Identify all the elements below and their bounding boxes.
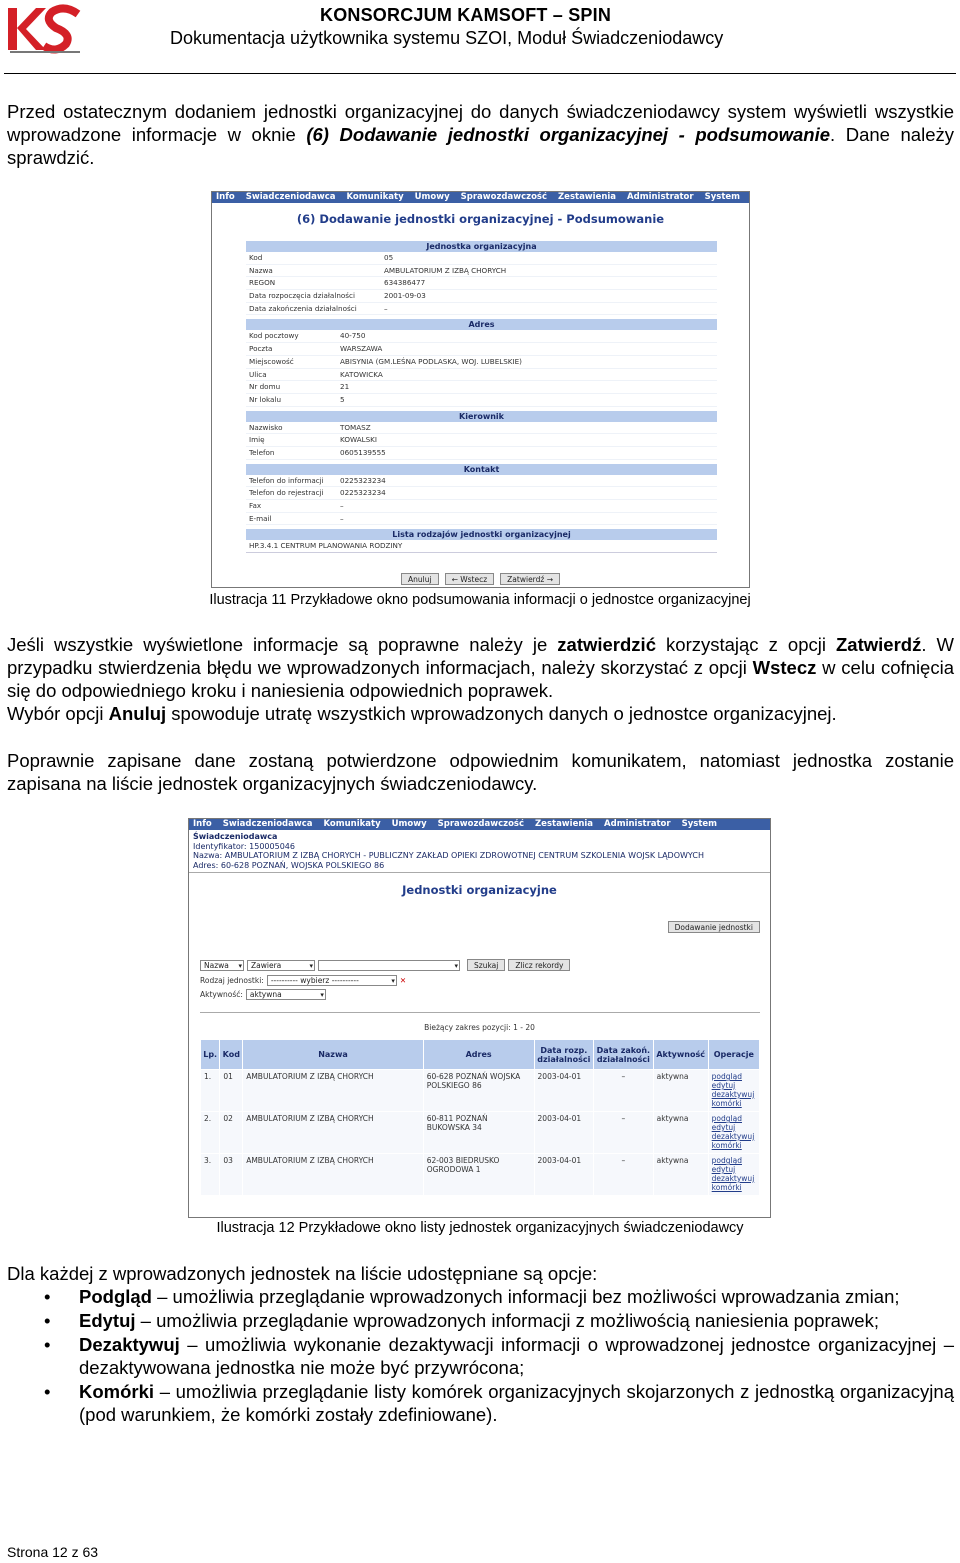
- company-name: KONSORCJUM KAMSOFT – SPIN: [320, 5, 612, 25]
- summary-row: [246, 422, 717, 435]
- app-menu-bar: [189, 819, 770, 830]
- field-value: 0605139555: [340, 447, 386, 457]
- table-cell: –: [594, 1070, 654, 1112]
- option-name: Edytuj: [79, 1310, 136, 1331]
- units-list-title: Jednostki organizacyjne: [402, 883, 557, 897]
- menu-item-4[interactable]: Sprawozdawczość: [460, 192, 548, 202]
- section-unit: Jednostka organizacyjna: [246, 241, 717, 252]
- option-item: [44, 1285, 954, 1308]
- field-label: Kod pocztowy: [249, 331, 299, 341]
- figure-caption-12: Ilustracja 12 Przykładowe okno listy jednostek organizacyjnych świadczeniodawcy: [216, 1220, 744, 1236]
- figure-caption-11: Ilustracja 11 Przykładowe okno podsumowania informacji o jednostce organizacyjnej: [209, 592, 751, 608]
- option-item: [44, 1309, 954, 1332]
- field-label: Fax: [249, 501, 262, 510]
- operation-link-podgląd[interactable]: podgląd: [711, 1156, 742, 1165]
- option-name: Dezaktywuj: [79, 1334, 180, 1355]
- menu-item-6[interactable]: Administrator: [604, 819, 671, 829]
- menu-item-0[interactable]: Info: [193, 819, 212, 829]
- filter-panel: [200, 959, 760, 1013]
- option-desc: – umożliwia przeglądanie listy komórek organizacyjnych skojarzonych z jednostką organizacyjną (pod warunkiem, że komórki zostały zdefiniowane).: [79, 1381, 954, 1425]
- column-header: Adres: [423, 1040, 534, 1070]
- search-button[interactable]: Szukaj: [467, 959, 505, 971]
- column-header: Operacje: [708, 1040, 759, 1070]
- company-logo: [6, 4, 82, 54]
- back-button[interactable]: ← Wstecz: [445, 573, 495, 585]
- field-label: Telefon: [249, 447, 275, 457]
- field-value: 634386477: [384, 278, 426, 288]
- unit-type-select[interactable]: ---------- wybierz ---------- ▾: [267, 975, 397, 986]
- table-row: [201, 1154, 760, 1196]
- table-cell: 1.: [201, 1070, 220, 1112]
- field-label: Nr domu: [249, 382, 281, 392]
- cancel-paragraph: Wybór opcji Anuluj spowoduje utratę wszystkich wprowadzonych danych o jednostce organizacyjnej.: [7, 703, 837, 724]
- menu-item-0[interactable]: Info: [216, 192, 235, 202]
- activity-label: Aktywność:: [200, 990, 243, 999]
- field-value: –: [384, 303, 388, 313]
- column-header: Kod: [220, 1040, 243, 1070]
- summary-row: [246, 265, 717, 278]
- table-cell: –: [594, 1154, 654, 1196]
- summary-row: [246, 487, 717, 500]
- field-label: Imię: [249, 435, 265, 445]
- field-label: Data zakończenia działalności: [249, 303, 357, 313]
- operator-select[interactable]: Zawiera ▾: [247, 960, 315, 971]
- page-footer: Strona 12 z 63: [7, 1544, 99, 1560]
- field-label: Kod: [249, 253, 263, 262]
- field-label: Telefon do informacji: [249, 475, 324, 485]
- section-manager: Kierownik: [246, 411, 717, 422]
- table-cell: 2003-04-01: [534, 1112, 594, 1154]
- summary-row: [246, 356, 717, 369]
- summary-title: (6) Dodawanie jednostki organizacyjnej - Podsumowanie: [296, 212, 665, 226]
- table-row: [201, 1070, 760, 1112]
- row-operations: [708, 1070, 759, 1112]
- table-cell: 03: [220, 1154, 243, 1196]
- row-operations: [708, 1112, 759, 1154]
- summary-row: [246, 277, 717, 290]
- section-address: Adres: [246, 319, 717, 330]
- operation-link-podgląd[interactable]: podgląd: [711, 1072, 742, 1081]
- table-row: [201, 1112, 760, 1154]
- table-cell: AMBULATORIUM Z IZBĄ CHORYCH: [243, 1112, 424, 1154]
- column-header: Lp.: [201, 1040, 220, 1070]
- operation-link-dezaktywuj[interactable]: dezaktywuj: [711, 1090, 755, 1099]
- menu-item-2[interactable]: Komunikaty: [346, 192, 404, 202]
- summary-row: [246, 394, 717, 407]
- summary-row: [246, 434, 717, 447]
- summary-row: [246, 343, 717, 356]
- confirm-button[interactable]: Zatwierdź →: [500, 573, 560, 585]
- summary-row: [246, 381, 717, 394]
- menu-item-7[interactable]: System: [681, 819, 718, 829]
- field-label: Nr lokalu: [249, 394, 282, 404]
- operation-link-komórki[interactable]: komórki: [711, 1183, 742, 1192]
- column-header: Nazwa: [243, 1040, 424, 1070]
- summary-row: [246, 330, 717, 343]
- field-value: 05: [384, 253, 394, 262]
- section-unit-types: Lista rodzajów jednostki organizacyjnej: [246, 529, 717, 540]
- option-desc: – umożliwia przeglądanie wprowadzonych informacji z możliwością naniesienia poprawek;: [135, 1310, 879, 1331]
- field-label: E-mail: [249, 513, 272, 523]
- table-cell: AMBULATORIUM Z IZBĄ CHORYCH: [243, 1154, 424, 1196]
- field-value: TOMASZ: [340, 422, 371, 432]
- menu-item-6[interactable]: Administrator: [627, 192, 694, 202]
- field-value: WARSZAWA: [340, 344, 383, 354]
- option-desc: – umożliwia wykonanie dezaktywacji informacji o wprowadzonej jednostce organizacyjnej – dezaktywowana jednostka nie może być przywrócona;: [79, 1334, 954, 1378]
- field-value: 2001-09-03: [384, 291, 426, 301]
- field-value: ABISYNIA (GM.LEŚNA PODLASKA, WOJ. LUBELSKIE): [340, 356, 522, 366]
- menu-item-5[interactable]: Zestawienia: [558, 192, 617, 202]
- table-cell: 2003-04-01: [534, 1154, 594, 1196]
- option-item: [44, 1333, 954, 1379]
- summary-row: [246, 252, 717, 265]
- option-name: Podgląd: [79, 1286, 152, 1307]
- summary-row: [246, 500, 717, 513]
- saved-paragraph: Poprawnie zapisane dane zostaną potwierdzone odpowiednim komunikatem, natomiast jednostka zostanie zapisana na liście jednostek organizacyjnych świadczeniodawcy.: [7, 750, 954, 794]
- table-cell: 62-003 BIEDRUSKO OGRODOWA 1: [423, 1154, 534, 1196]
- menu-item-7[interactable]: System: [704, 192, 741, 202]
- option-name: Komórki: [79, 1381, 155, 1402]
- app-menu-bar: [212, 192, 749, 203]
- field-label: Data rozpoczęcia działalności: [249, 291, 355, 301]
- table-cell: –: [594, 1112, 654, 1154]
- option-item: [44, 1380, 954, 1426]
- column-header: Aktywność: [653, 1040, 708, 1070]
- cancel-button[interactable]: Anuluj: [401, 573, 439, 585]
- field-value: –: [340, 513, 344, 523]
- option-desc: – umożliwia przeglądanie wprowadzonych informacji bez możliwości wprowadzania zmian;: [151, 1286, 900, 1307]
- options-intro: Dla każdej z wprowadzonych jednostek na liście udostępniane są opcje:: [7, 1263, 598, 1284]
- field-value: 0225323234: [340, 475, 386, 485]
- options-list: [44, 1285, 954, 1427]
- add-unit-button[interactable]: Dodawanie jednostki: [668, 921, 760, 933]
- summary-buttons: [212, 573, 749, 585]
- summary-row: [246, 513, 717, 526]
- field-value: 21: [340, 382, 350, 392]
- table-cell: aktywna: [653, 1112, 708, 1154]
- operation-link-komórki[interactable]: komórki: [711, 1141, 742, 1150]
- operation-link-edytuj[interactable]: edytuj: [711, 1081, 736, 1090]
- operation-link-dezaktywuj[interactable]: dezaktywuj: [711, 1174, 755, 1183]
- units-table: [200, 1039, 760, 1196]
- operation-link-podgląd[interactable]: podgląd: [711, 1114, 742, 1123]
- menu-item-3[interactable]: Umowy: [414, 192, 450, 202]
- field-select[interactable]: Nazwa ▾: [200, 960, 244, 971]
- table-cell: 3.: [201, 1154, 220, 1196]
- confirm-paragraph: Jeśli wszystkie wyświetlone informacje są poprawne należy je zatwierdzić korzystając z opcji Zatwierdź. W przypadku stwierdzenia błędu we wprowadzonych informacjach, należy skorzystać z opcji Wstecz w celu cofnięcia się do odpowiedniego kroku i naniesienia odpowiednich poprawek.: [7, 634, 954, 701]
- row-operations: [708, 1154, 759, 1196]
- field-value: 0225323234: [340, 488, 386, 498]
- summary-row: [246, 447, 717, 460]
- table-cell: 2003-04-01: [534, 1070, 594, 1112]
- operation-link-komórki[interactable]: komórki: [711, 1099, 742, 1108]
- table-cell: 02: [220, 1112, 243, 1154]
- field-value: AMBULATORIUM Z IZBĄ CHORYCH: [384, 265, 507, 275]
- field-label: Ulica: [249, 369, 267, 379]
- table-cell: 60-811 POZNAŃ BUKOWSKA 34: [423, 1112, 534, 1154]
- intro-paragraph: Przed ostatecznym dodaniem jednostki organizacyjnej do danych świadczeniodawcy system wyświetli wszystkie wprowadzone informacje w oknie (6) Dodawanie jednostki organizacyjnej - podsumowanie. Dane należy sprawdzić.: [7, 101, 954, 168]
- menu-item-5[interactable]: Zestawienia: [535, 819, 594, 829]
- column-header: Data zakoń. działalności: [594, 1040, 654, 1070]
- summary-row: [246, 475, 717, 488]
- field-value: KATOWICKA: [340, 369, 383, 379]
- summary-row: [246, 369, 717, 382]
- menu-item-1[interactable]: Świadczeniodawca: [245, 192, 336, 202]
- count-records-button[interactable]: Zlicz rekordy: [508, 959, 570, 971]
- field-label: Poczta: [249, 344, 273, 354]
- operation-link-edytuj[interactable]: edytuj: [711, 1123, 736, 1132]
- field-value: KOWALSKI: [340, 435, 378, 445]
- summary-row: [246, 290, 717, 303]
- menu-item-3[interactable]: Umowy: [391, 819, 427, 829]
- field-label: Miejscowość: [249, 356, 294, 366]
- search-input[interactable]: [318, 960, 460, 971]
- range-info: Bieżący zakres pozycji: 1 - 20: [424, 1023, 535, 1032]
- field-label: Telefon do rejestracji: [249, 488, 324, 498]
- field-value: 40-750: [340, 331, 366, 341]
- document-subtitle: Dokumentacja użytkownika systemu SZOI, Moduł Świadczeniodawcy: [170, 28, 724, 48]
- table-cell: 2.: [201, 1112, 220, 1154]
- activity-select[interactable]: aktywna ▾: [246, 989, 326, 1000]
- units-table-wrap: [200, 1039, 760, 1196]
- field-label: REGON: [249, 278, 276, 288]
- unit-type-row: HP.3.4.1 CENTRUM PLANOWANIA RODZINY: [246, 540, 717, 553]
- summary-row: [246, 303, 717, 316]
- table-cell: 01: [220, 1070, 243, 1112]
- table-cell: 60-628 POZNAŃ WOJSKA POLSKIEGO 86: [423, 1070, 534, 1112]
- header-divider: [4, 73, 956, 74]
- field-value: –: [340, 501, 344, 510]
- operation-link-edytuj[interactable]: edytuj: [711, 1165, 736, 1174]
- menu-item-2[interactable]: Komunikaty: [323, 819, 381, 829]
- units-list-screenshot: [188, 818, 771, 1218]
- menu-item-1[interactable]: Świadczeniodawca: [222, 819, 313, 829]
- field-label: Nazwa: [249, 265, 273, 275]
- summary-window-screenshot: [211, 191, 750, 588]
- column-header: Data rozp. działalności: [534, 1040, 594, 1070]
- clear-icon[interactable]: ✕: [399, 976, 407, 985]
- section-contact: Kontakt: [246, 464, 717, 475]
- table-cell: aktywna: [653, 1154, 708, 1196]
- provider-info: Świadczeniodawca Identyfikator: 150005046 Nazwa: AMBULATORIUM Z IZBĄ CHORYCH - PUBLICZNY ZAKŁAD OPIEKI ZDROWOTNEJ CENTRUM SZKOLENIA WOJSK LĄDOWYCH Adres: 60-628 POZNAŃ, WOJSKA POLSKIEGO 86: [189, 830, 770, 873]
- menu-item-4[interactable]: Sprawozdawczość: [437, 819, 525, 829]
- table-cell: AMBULATORIUM Z IZBĄ CHORYCH: [243, 1070, 424, 1112]
- operation-link-dezaktywuj[interactable]: dezaktywuj: [711, 1132, 755, 1141]
- table-cell: aktywna: [653, 1070, 708, 1112]
- unit-type-label: Rodzaj jednostki:: [200, 976, 264, 985]
- field-value: 5: [340, 394, 345, 404]
- summary-content: [246, 241, 717, 553]
- field-label: Nazwisko: [249, 422, 283, 432]
